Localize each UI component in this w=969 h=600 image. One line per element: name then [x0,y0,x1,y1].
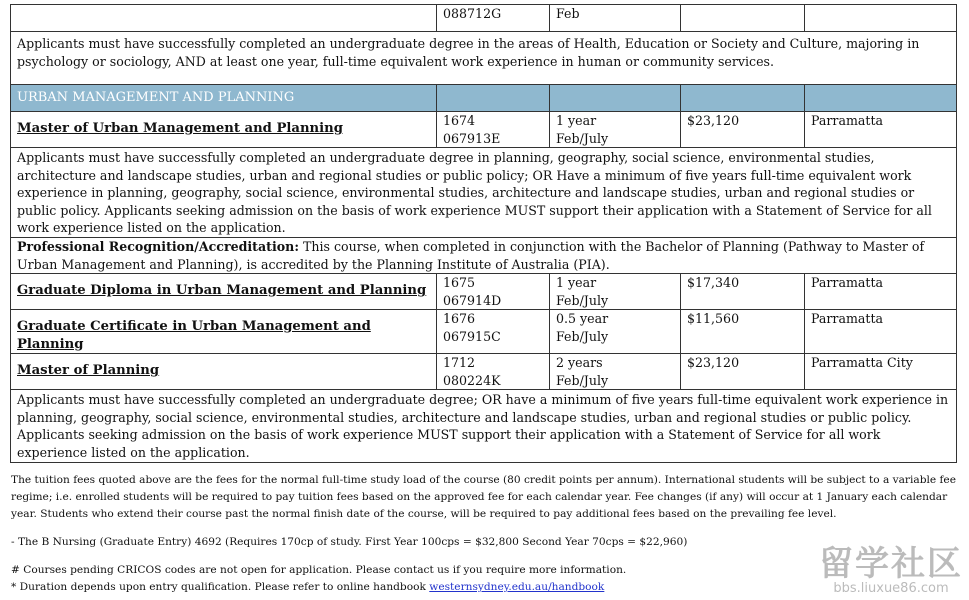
course-name-link[interactable]: Graduate Certificate in Urban Management and Planning [11,310,437,354]
course-code-cell [437,354,550,390]
accreditation-note [11,238,957,274]
campus: Parramatta [805,112,957,148]
course-name-cell [11,5,437,32]
table-row [11,274,957,310]
duration: 2 years [556,355,603,371]
watermark [819,546,963,596]
table-row [11,32,957,85]
accreditation-text: This course, when completed in conjunction with the Bachelor of Planning (Pathway to Master of Urban Management and Planning), is accredited by the Planning Institute of Australia (PIA). [17,239,925,272]
course-code-cell [437,5,550,32]
cricos-code: 067913E [443,130,501,146]
table-row [11,112,957,148]
course-name-link[interactable]: Master of Urban Management and Planning [11,112,437,148]
intake: Feb/July [556,130,609,146]
uac-code: 1674 [443,113,476,128]
watermark-sub: bbs.liuxue86.com [833,581,949,596]
fee: $11,560 [681,310,805,354]
duration-cell [550,274,681,310]
table-row [11,5,957,32]
course-name-link[interactable]: Master of Planning [11,354,437,390]
entry-requirement: Applicants must have successfully completed an undergraduate degree in the areas of Health, Education or Society and Culture, majoring in psychology or sociology, AND at least one year, full-time equivalent work experience in human or community services. [11,32,957,85]
table-row [11,238,957,274]
campus: Parramatta [805,310,957,354]
duration: 1 year [556,113,597,128]
fee: $23,120 [681,112,805,148]
duration-note-text: * Duration depends upon entry qualification. Please refer to online handbook [11,581,430,593]
fee-cell [681,5,805,32]
campus-cell [805,5,957,32]
duration-cell [550,310,681,354]
section-header-row [11,85,957,112]
section-title: URBAN MANAGEMENT AND PLANNING [11,85,437,112]
uac-code: 1712 [443,355,476,371]
intake: Feb/July [556,292,609,308]
table-row [11,310,957,354]
intake: Feb/July [556,328,609,344]
entry-requirement: Applicants must have successfully completed an undergraduate degree in planning, geography, social science, environmental studies, architecture and landscape studies, urban and regional studies or public policy; OR Have a minimum of five years full-time equivalent work experience in planning, geography, social science, environmental studies, architecture and landscape studies, urban and regional studies or public policy. Applicants seeking admission on the basis of work experience MUST support their application with a Statement of Service for all work experience listed on the application. [11,148,957,238]
fee: $23,120 [681,354,805,390]
cricos-code: 088712G [443,6,502,21]
course-code-cell [437,112,550,148]
fees-note: The tuition fees quoted above are the fees for the normal full-time study load of the course (80 credit points per annum). International students will be subject to a variable fee regime; i.e. enrolled students will be required to pay tuition fees based on the approved fee for each calendar year. Fee changes (if any) will occur at 1 January each calendar year. Students who extend their course past the normal finish date of the course, will be required to pay additional fees based on the prevailing fee level. [11,474,956,520]
entry-requirement: Applicants must have successfully completed an undergraduate degree; OR have a minimum of five years full-time equivalent work experience in planning, geography, social science, environmental studies, architecture and landscape studies, urban and regional studies or public policy. Applicants seeking admission on the basis of work experience MUST support their application with a Statement of Service for all work experience listed on the application. [11,390,957,462]
accreditation-label: Professional Recognition/Accreditation: [17,239,299,254]
duration-cell [550,112,681,148]
intake: Feb/July [556,372,609,388]
cricos-code: 080224K [443,372,501,388]
cricos-code: 067915C [443,328,501,344]
cricos-code: 067914D [443,292,502,308]
fee: $17,340 [681,274,805,310]
uac-code: 1676 [443,311,476,327]
course-table [10,4,957,463]
handbook-link[interactable]: westernsydney.edu.au/handbook [429,581,605,593]
cricos-note: # Courses pending CRICOS codes are not open for application. Please contact us if you require more information. [11,564,627,576]
campus: Parramatta [805,274,957,310]
table-row [11,148,957,238]
duration-cell [550,5,681,32]
uac-code: 1675 [443,275,476,291]
intake: Feb [556,6,580,21]
duration: 0.5 year [556,311,609,327]
table-row [11,354,957,390]
duration-cell [550,354,681,390]
duration: 1 year [556,275,597,291]
campus: Parramatta City [805,354,957,390]
course-code-cell [437,274,550,310]
course-name-link[interactable]: Graduate Diploma in Urban Management and Planning [11,274,437,310]
course-code-cell [437,310,550,354]
watermark-main: 留学社区 [819,544,963,584]
table-row [11,390,957,462]
nursing-note: - The B Nursing (Graduate Entry) 4692 (Requires 170cp of study. First Year 100cps = $32,800 Second Year 70cps = $22,960) [11,536,688,548]
